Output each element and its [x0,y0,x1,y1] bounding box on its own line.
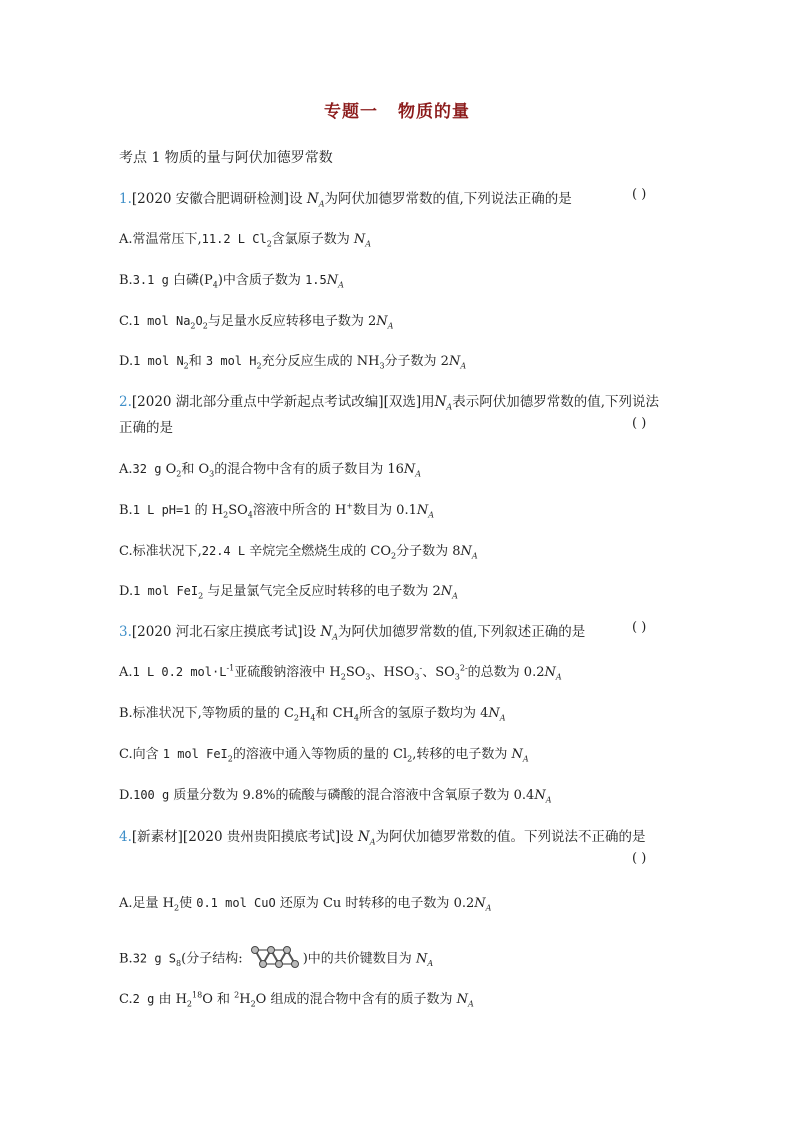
q3-answer-paren[interactable]: ( ) [632,620,647,635]
q4-option-b[interactable]: B.32 g $S_8$(分子结构: )中的共价键数目为 $N_A$ [119,942,433,976]
q2-option-c[interactable]: C.标准状况下,22.4 L 辛烷完全燃烧生成的 $CO_2$分子数为 $8N_A$ [119,544,478,561]
q2-number: 2. [119,394,132,410]
q4-answer-paren[interactable]: ( ) [632,851,647,866]
s8-molecule-icon [251,942,299,976]
q3-option-b[interactable]: B.标准状况下,等物质的量的 $C_2H_4$和 $CH_4$所含的氢原子数均为 $4N_A$ [119,706,506,723]
q4-stem: 4.[新素材][2020 贵州贵阳摸底考试]设 $N_A$为阿伏加德罗常数的值。下列说法不正确的是 [119,829,646,847]
q2-option-d[interactable]: D.1 mol FeI$_2$ 与足量氯气完全反应时转移的电子数为 $2N_A$ [119,584,458,601]
q1-option-b[interactable]: B.3.1 g 白磷$(P_4)$中含质子数为 $1.5N_A$ [119,273,344,290]
q1-answer-paren[interactable]: ( ) [632,187,647,202]
section-heading: 考点 1 物质的量与阿伏加德罗常数 [119,150,333,166]
q2-option-b[interactable]: B.1 L pH=1 的 $H_2SO_4$溶液中所含的 H+数目为 $0.1N_A$ [119,501,435,520]
q1-option-c[interactable]: C.1 mol $Na_2O_2$与足量水反应转移电子数为 $2N_A$ [119,314,394,331]
q3-option-a[interactable]: A.1 L 0.2 $mol\cdot L^{-1}$亚硫酸钠溶液中 $H_2SO_3$、$HSO_3^-$、$SO_3^{2-}$的总数为 $0.2N_A$ [119,663,562,682]
q4-option-c[interactable]: C.2 g 由 $H_2^{18}O$ 和 $^2H_2O$ 组成的混合物中含有的质子数为 $N_A$ [119,990,474,1009]
q1-option-a[interactable]: A.常温常压下,11.2 L $Cl_2$含氯原子数为 $N_A$ [119,232,372,249]
q2-option-a[interactable]: A.32 g $O_2$和 $O_3$的混合物中含有的质子数目为 $16N_A$ [119,462,422,479]
q4-option-a[interactable]: A.足量 $H_2$使 0.1 mol CuO 还原为 Cu 时转移的电子数为 $0.2N_A$ [119,896,492,913]
q3-option-d[interactable]: D.100 g 质量分数为 9.8%的硫酸与磷酸的混合溶液中含氧原子数为 $0.4N_A$ [119,788,552,805]
q1-number: 1. [119,191,132,207]
q1-option-d[interactable]: D.1 mol $N_2$和 3 mol $H_2$充分反应生成的 $NH_3$分子数为 $2N_A$ [119,354,467,371]
q2-answer-paren[interactable]: ( ) [632,416,647,431]
q3-number: 3. [119,624,132,640]
page-title [0,97,794,122]
title-part-1: 专题一 [324,102,378,122]
title-part-2: 物质的量 [398,102,470,122]
q2-stem: 2.[2020 湖北部分重点中学新起点考试改编][双选]用$N_A$表示阿伏加德罗常数的值,下列说法 [119,394,659,412]
q4-number: 4. [119,829,132,845]
q1-stem: 1.[2020 安徽合肥调研检测]设 $N_A$为阿伏加德罗常数的值,下列说法正确的是 [119,191,572,209]
q3-stem: 3.[2020 河北石家庄摸底考试]设 $N_A$为阿伏加德罗常数的值,下列叙述正确的是 [119,624,586,642]
q2-stem-cont: 正确的是 [119,420,173,436]
q3-option-c[interactable]: C.向含 1 mol FeI$_2$的溶液中通入等物质的量的 $Cl_2$,转移的电子数为 $N_A$ [119,747,529,764]
